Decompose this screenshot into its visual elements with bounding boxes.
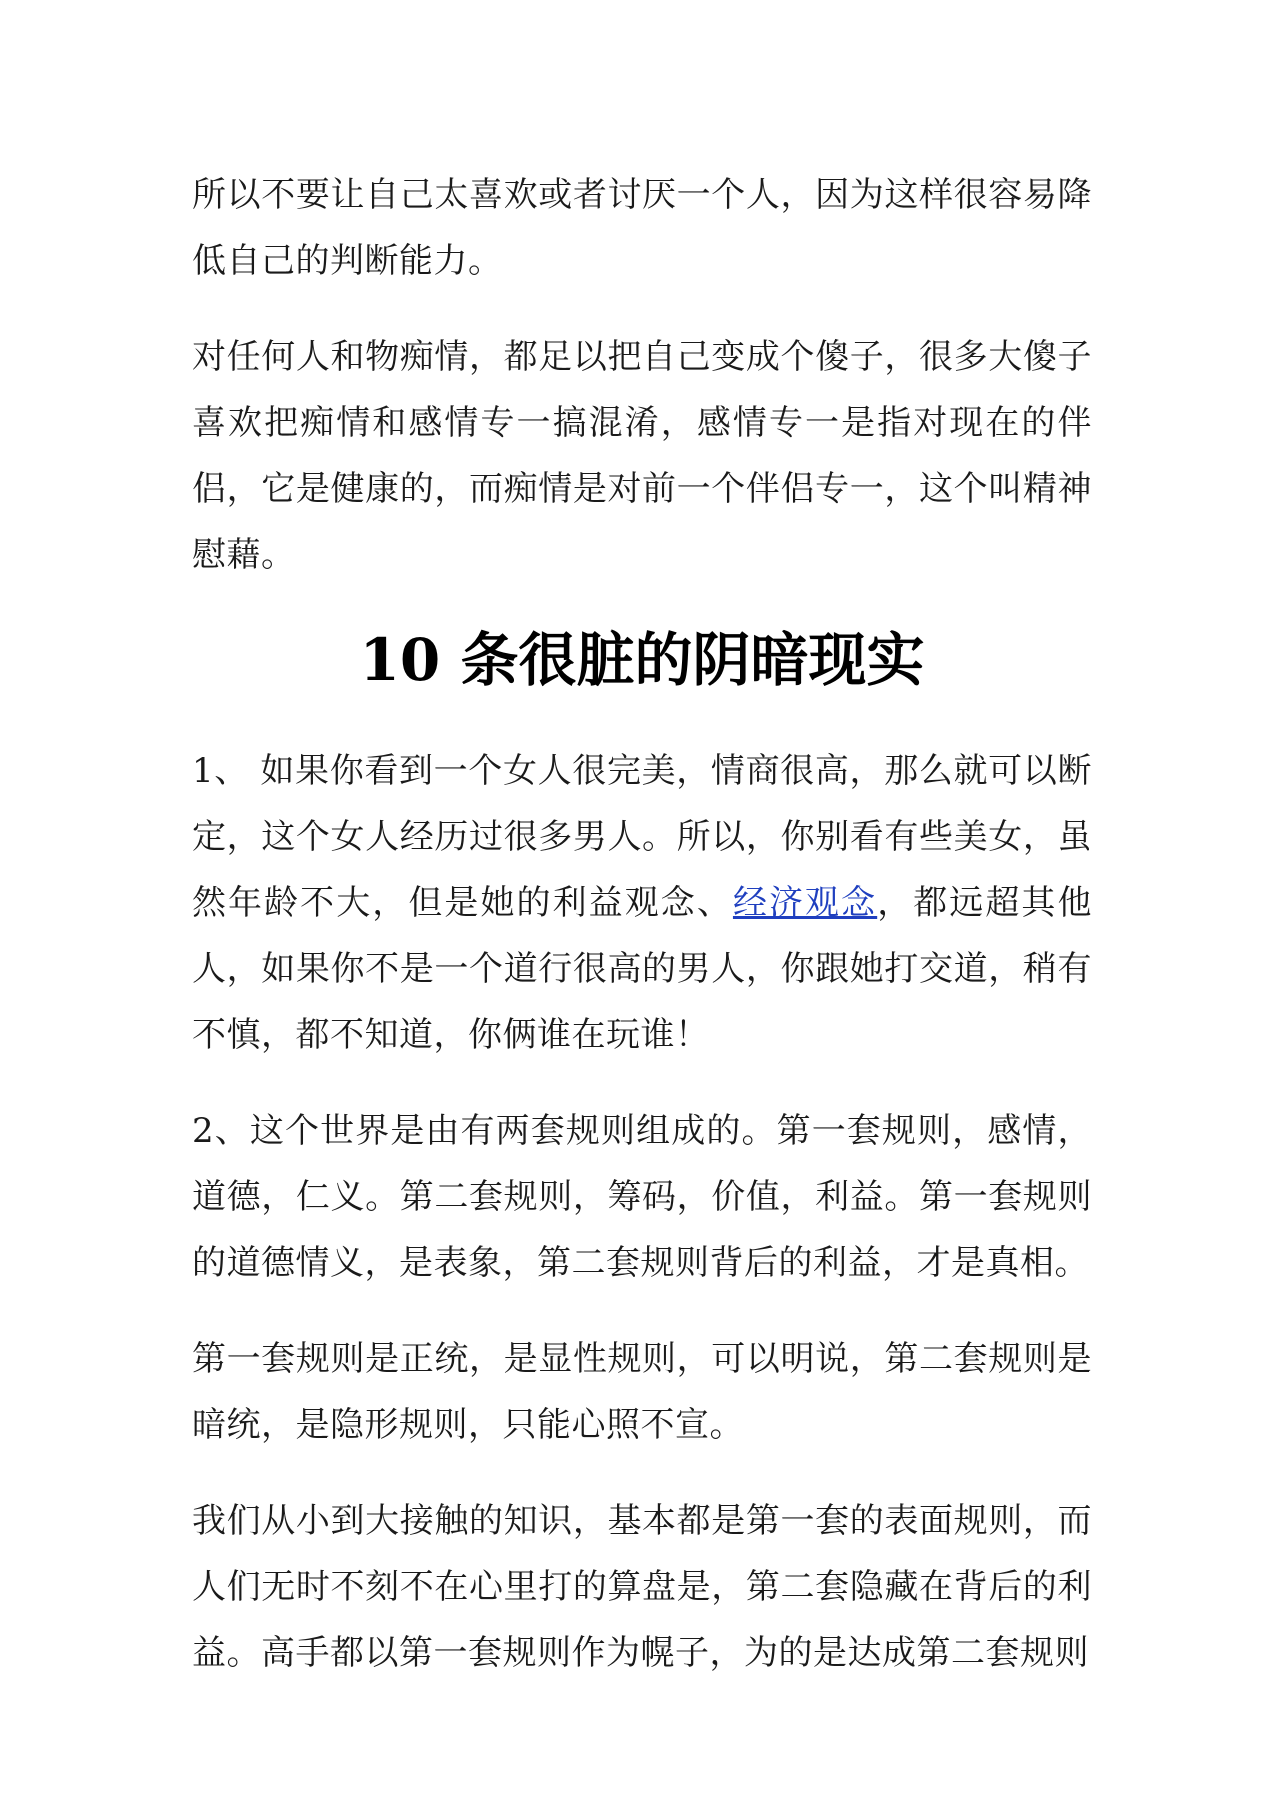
paragraph-infatuation: 对任何人和物痴情，都足以把自己变成个傻子，很多大傻子喜欢把痴情和感情专一搞混淆，感情专一是指对现在的伴侣，它是健康的，而痴情是对前一个伴侣专一，这个叫精神慰藉。 [192,337,1092,575]
paragraph-item-2: 2、这个世界是由有两套规则组成的。第一套规则，感情，道德，仁义。第二套规则，筹码，价值，利益。第一套规则的道德情义，是表象，第二套规则背后的利益，才是真相。 [192,1111,1092,1283]
item-1-text-before: 1、 如果你看到一个女人很完美，情商很高，那么就可以断定，这个女人经历过很多男人。所以，你别看有些美女，虽然年龄不大，但是她的利益观念、 [192,751,1092,923]
paragraph-rules-hidden: 我们从小到大接触的知识，基本都是第一套的表面规则，而人们无时不刻不在心里打的算盘是，第二套隐藏在背后的利益。高手都以第一套规则作为幌子，为的是达成第二套规则 [192,1501,1092,1673]
economic-concept-link[interactable]: 经济观念 [732,883,878,923]
section-heading: 10 条很脏的阴暗现实 [359,626,925,694]
paragraph-item-1 [192,738,1092,1068]
paragraph-rules-explicit: 第一套规则是正统，是显性规则，可以明说，第二套规则是暗统，是隐形规则，只能心照不宣。 [192,1339,1092,1445]
item-1-text-after: ，都远超其他人，如果你不是一个道行很高的男人，你跟她打交道，稍有不慎，都不知道，你俩谁在玩谁！ [192,883,1092,1055]
document-body [192,162,1092,1716]
paragraph-judgment: 所以不要让自己太喜欢或者讨厌一个人，因为这样很容易降低自己的判断能力。 [192,175,1092,281]
